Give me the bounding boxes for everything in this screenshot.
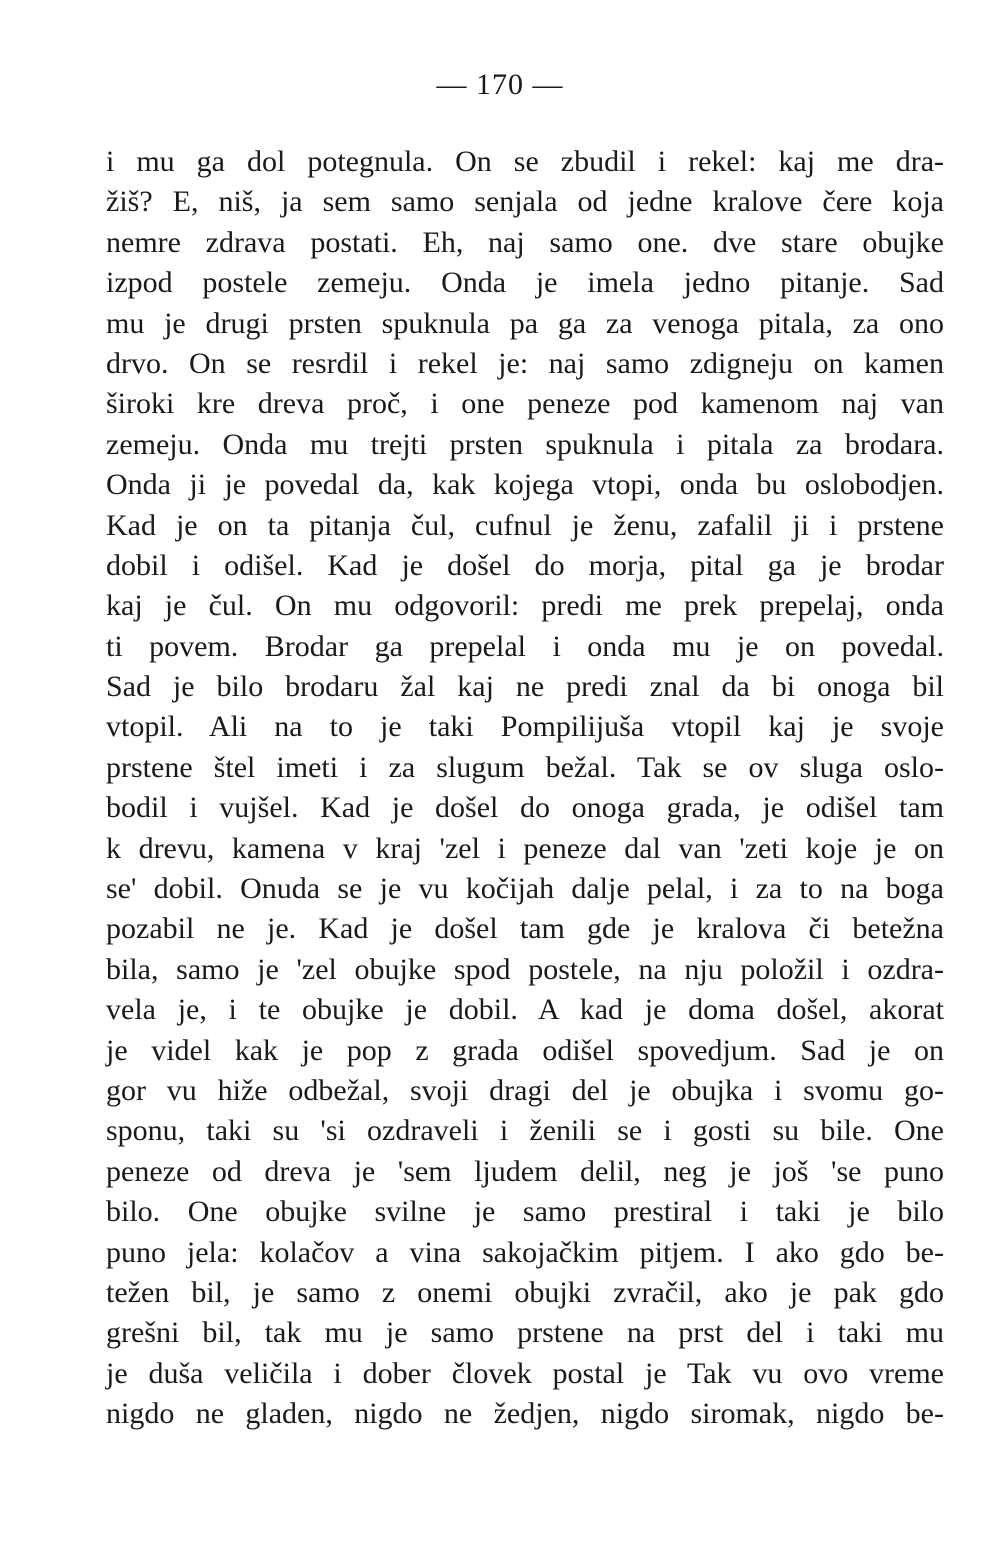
text-line-24: gor vu hiže odbežal, svoji dragi del je obujka i svomu go- xyxy=(106,1073,944,1107)
text-line-23: je videl kak je pop z grada odišel spovedjum. Sad je on xyxy=(106,1033,944,1067)
text-line-12: kaj je čul. On mu odgovoril: predi me prek prepelaj, onda xyxy=(106,589,944,623)
text-line-1: i mu ga dol potegnula. On se zbudil i rekel: kaj me dra- xyxy=(106,145,944,178)
text-line-26: peneze od dreva je 'sem ljudem delil, neg je još 'se puno xyxy=(106,1154,944,1188)
text-line-18: k drevu, kamena v kraj 'zel i peneze dal van 'zeti koje je on xyxy=(106,831,944,865)
text-line-25: sponu, taki su 'si ozdraveli i ženili se i gosti su bile. One xyxy=(106,1114,944,1148)
text-line-13: ti povem. Brodar ga prepelal i onda mu je on povedal. xyxy=(106,629,944,663)
text-line-17: bodil i vujšel. Kad je došel do onoga grada, je odišel tam xyxy=(106,791,944,825)
text-line-10: Kad je on ta pitanja čul, cufnul je ženu, zafalil ji i prstene xyxy=(106,508,944,542)
text-line-22: vela je, i te obujke je dobil. A kad je doma došel, akorat xyxy=(106,993,944,1027)
body-text xyxy=(106,142,944,1435)
text-line-31: je duša veličila i dober človek postal je Tak vu ovo vreme xyxy=(106,1356,944,1390)
text-line-15: vtopil. Ali na to je taki Pompilijuša vtopil kaj je svoje xyxy=(106,710,944,744)
text-line-7: široki kre dreva proč, i one peneze pod kamenom naj van xyxy=(106,387,944,421)
text-line-19: se' dobil. Onuda se je vu kočijah dalje pelal, i za to na boga xyxy=(106,872,944,906)
text-line-16: prstene štel imeti i za slugum bežal. Tak se ov sluga oslo- xyxy=(106,750,944,784)
text-line-3: nemre zdrava postati. Eh, naj samo one. dve stare obujke xyxy=(106,225,944,259)
text-line-20: pozabil ne je. Kad je došel tam gde je kralova či betežna xyxy=(106,912,944,946)
text-line-2: žiš? E, niš, ja sem samo senjala od jedne kralove čere koja xyxy=(106,185,944,219)
text-line-9: Onda ji je povedal da, kak kojega vtopi, onda bu oslobodjen. xyxy=(106,468,944,502)
text-line-6: drvo. On se resrdil i rekel je: naj samo zdigneju on kamen xyxy=(106,346,944,380)
text-line-11: dobil i odišel. Kad je došel do morja, pital ga je brodar xyxy=(106,548,944,582)
text-line-30: grešni bil, tak mu je samo prstene na prst del i taki mu xyxy=(106,1316,944,1350)
text-line-4: izpod postele zemeju. Onda je imela jedno pitanje. Sad xyxy=(106,266,944,300)
text-line-28: puno jela: kolačov a vina sakojačkim pitjem. I ako gdo be- xyxy=(106,1235,944,1269)
text-line-27: bilo. One obujke svilne je samo prestiral i taki je bilo xyxy=(106,1195,944,1229)
text-line-32: nigdo ne gladen, nigdo ne žedjen, nigdo siromak, nigdo be- xyxy=(106,1397,944,1431)
text-line-21: bila, samo je 'zel obujke spod postele, na nju položil i ozdra- xyxy=(106,952,944,986)
text-line-5: mu je drugi prsten spuknula pa ga za venoga pitala, za ono xyxy=(106,306,944,340)
text-line-14: Sad je bilo brodaru žal kaj ne predi znal da bi onoga bil xyxy=(106,670,944,704)
text-line-8: zemeju. Onda mu trejti prsten spuknula i pitala za brodara. xyxy=(106,427,944,461)
page-number: — 170 — xyxy=(436,68,564,101)
text-line-29: težen bil, je samo z onemi obujki zvračil, ako je pak gdo xyxy=(106,1275,944,1309)
